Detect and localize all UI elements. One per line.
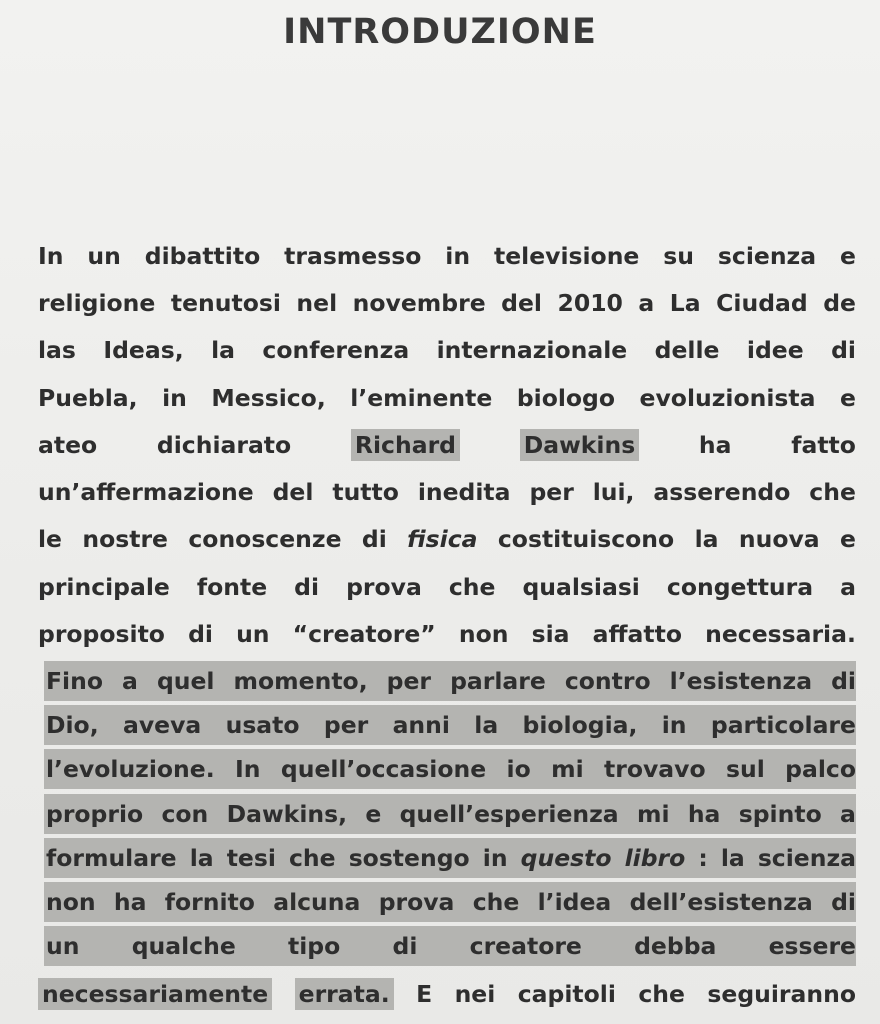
word: spinto xyxy=(738,799,822,828)
word: essere xyxy=(768,932,856,961)
word: un xyxy=(46,932,80,961)
word: nostre xyxy=(82,525,168,554)
word: proposito xyxy=(38,620,165,649)
text-line xyxy=(38,232,856,279)
word: momento, xyxy=(233,666,368,695)
word: La xyxy=(669,288,701,317)
word: un’affermazione xyxy=(38,478,254,507)
word: e xyxy=(840,525,856,554)
word: in xyxy=(661,710,687,739)
word: inedita xyxy=(417,478,511,507)
word: mi xyxy=(551,755,584,784)
text-line xyxy=(38,421,856,468)
word: televisione xyxy=(493,241,640,270)
word: trasmesso xyxy=(284,241,422,270)
word: creatore xyxy=(469,932,582,961)
word: che xyxy=(448,572,496,601)
word: Ideas, xyxy=(103,336,184,365)
word: fonte xyxy=(196,572,268,601)
word: fornito xyxy=(164,888,255,917)
text-line xyxy=(38,516,856,563)
word: dichiarato xyxy=(156,430,292,459)
word: la xyxy=(720,843,745,872)
text-line xyxy=(44,705,856,745)
word: nei xyxy=(454,980,496,1009)
text-line xyxy=(44,882,856,922)
word: un xyxy=(236,620,270,649)
word: las xyxy=(38,336,76,365)
word: de xyxy=(823,288,856,317)
word: quell’esperienza xyxy=(399,799,619,828)
word: nuova xyxy=(738,525,820,554)
word: particolare xyxy=(710,710,856,739)
word: fatto xyxy=(791,430,856,459)
text-line xyxy=(44,926,856,966)
word: Fino xyxy=(46,666,103,695)
word: libro xyxy=(624,843,686,872)
word: asserendo xyxy=(653,478,791,507)
word: dibattito xyxy=(144,241,261,270)
word: l’idea xyxy=(537,888,612,917)
word: a xyxy=(638,288,655,317)
word: qualche xyxy=(131,932,236,961)
word: la xyxy=(211,336,235,365)
word: in xyxy=(482,843,508,872)
word: tenutosi xyxy=(170,288,281,317)
word: scienza xyxy=(757,843,856,872)
word: in xyxy=(445,241,471,270)
word: prova xyxy=(378,888,455,917)
word: Messico, xyxy=(211,383,326,412)
word: : xyxy=(698,843,708,872)
word: che xyxy=(638,980,685,1009)
word: palco xyxy=(785,755,856,784)
word: congettura xyxy=(666,572,814,601)
word: la xyxy=(474,710,499,739)
word: 2010 xyxy=(557,288,623,317)
word: aveva xyxy=(122,710,202,739)
text-line xyxy=(38,971,856,1018)
word: biologo xyxy=(516,383,616,412)
word: delle xyxy=(654,336,720,365)
word: di xyxy=(188,620,213,649)
word: tutto xyxy=(332,478,399,507)
word: tesi xyxy=(226,843,276,872)
word: che xyxy=(289,843,336,872)
word: e xyxy=(840,383,856,412)
text-line xyxy=(38,468,856,515)
word: “creatore” xyxy=(292,620,436,649)
word: evoluzionista xyxy=(639,383,816,412)
word: capitoli xyxy=(517,980,616,1009)
word: idee xyxy=(746,336,804,365)
word: la xyxy=(694,525,719,554)
word: contro xyxy=(564,666,651,695)
text-line xyxy=(44,661,856,701)
word: quel xyxy=(156,666,215,695)
word: debba xyxy=(634,932,717,961)
word: fisica xyxy=(407,525,478,554)
word: a xyxy=(122,666,138,695)
word: conferenza xyxy=(262,336,410,365)
word: su xyxy=(663,241,694,270)
word: Puebla, xyxy=(38,383,138,412)
word: per xyxy=(386,666,432,695)
word: affatto xyxy=(592,620,682,649)
text-line xyxy=(38,327,856,374)
word: Ciudad xyxy=(716,288,808,317)
word: di xyxy=(831,336,856,365)
word: di xyxy=(294,572,320,601)
word: necessaria. xyxy=(705,620,856,649)
word: sia xyxy=(531,620,570,649)
word: e xyxy=(840,241,856,270)
word: la xyxy=(189,843,214,872)
text-line xyxy=(38,563,856,610)
word: trovavo xyxy=(604,755,706,784)
body-text xyxy=(38,232,856,1018)
word: a xyxy=(840,572,856,601)
word: che xyxy=(472,888,520,917)
word: seguiranno xyxy=(707,980,856,1009)
text-line xyxy=(44,794,856,834)
word: biologia, xyxy=(522,710,638,739)
text-line xyxy=(38,374,856,421)
word: le xyxy=(38,525,62,554)
word: ha xyxy=(113,888,147,917)
chapter-heading: INTRODUZIONE xyxy=(283,12,597,52)
word: dell’esistenza xyxy=(629,888,813,917)
word: In xyxy=(235,755,261,784)
word: Richard xyxy=(351,429,460,461)
word: novembre xyxy=(352,288,486,317)
word: ha xyxy=(687,799,721,828)
word: l’evoluzione. xyxy=(46,755,215,784)
word: ha xyxy=(698,430,732,459)
word: l’eminente xyxy=(350,383,493,412)
word: Dawkins, xyxy=(226,799,348,828)
word: parlare xyxy=(450,666,546,695)
word: un xyxy=(87,241,121,270)
word: conoscenze xyxy=(188,525,342,554)
word: sul xyxy=(726,755,765,784)
word: nel xyxy=(296,288,338,317)
word: di xyxy=(831,888,856,917)
word: prova xyxy=(346,572,422,601)
word: usato xyxy=(225,710,300,739)
word: scienza xyxy=(717,241,817,270)
word: religione xyxy=(38,288,156,317)
word: di xyxy=(392,932,418,961)
word: Dawkins xyxy=(520,429,639,461)
word: per xyxy=(529,478,574,507)
word: E xyxy=(416,980,433,1009)
word: non xyxy=(46,888,96,917)
text-line xyxy=(38,610,856,657)
word: per xyxy=(323,710,369,739)
word: necessariamente xyxy=(38,978,272,1010)
word: errata. xyxy=(295,978,394,1010)
word: non xyxy=(458,620,509,649)
word: che xyxy=(809,478,856,507)
word: costituiscono xyxy=(497,525,675,554)
word: lui, xyxy=(592,478,635,507)
word: l’esistenza xyxy=(669,666,813,695)
word: tipo xyxy=(288,932,341,961)
word: mi xyxy=(636,799,670,828)
word: Dio, xyxy=(46,710,99,739)
word: in xyxy=(162,383,187,412)
word: qualsiasi xyxy=(522,572,640,601)
word: di xyxy=(361,525,387,554)
word: a xyxy=(840,799,856,828)
word: questo xyxy=(520,843,612,872)
text-line xyxy=(44,838,856,878)
word: io xyxy=(506,755,531,784)
text-line xyxy=(44,749,856,789)
word: In xyxy=(38,241,64,270)
word: ateo xyxy=(38,430,98,459)
word: con xyxy=(161,799,209,828)
word: quell’occasione xyxy=(280,755,487,784)
word: formulare xyxy=(46,843,177,872)
word: e xyxy=(365,799,382,828)
word: alcuna xyxy=(273,888,361,917)
word: del xyxy=(501,288,542,317)
word: sostengo xyxy=(348,843,470,872)
word: proprio xyxy=(46,799,144,828)
text-line xyxy=(38,279,856,326)
word: di xyxy=(831,666,856,695)
word: del xyxy=(272,478,314,507)
word: principale xyxy=(38,572,170,601)
word: internazionale xyxy=(436,336,628,365)
word: anni xyxy=(392,710,450,739)
